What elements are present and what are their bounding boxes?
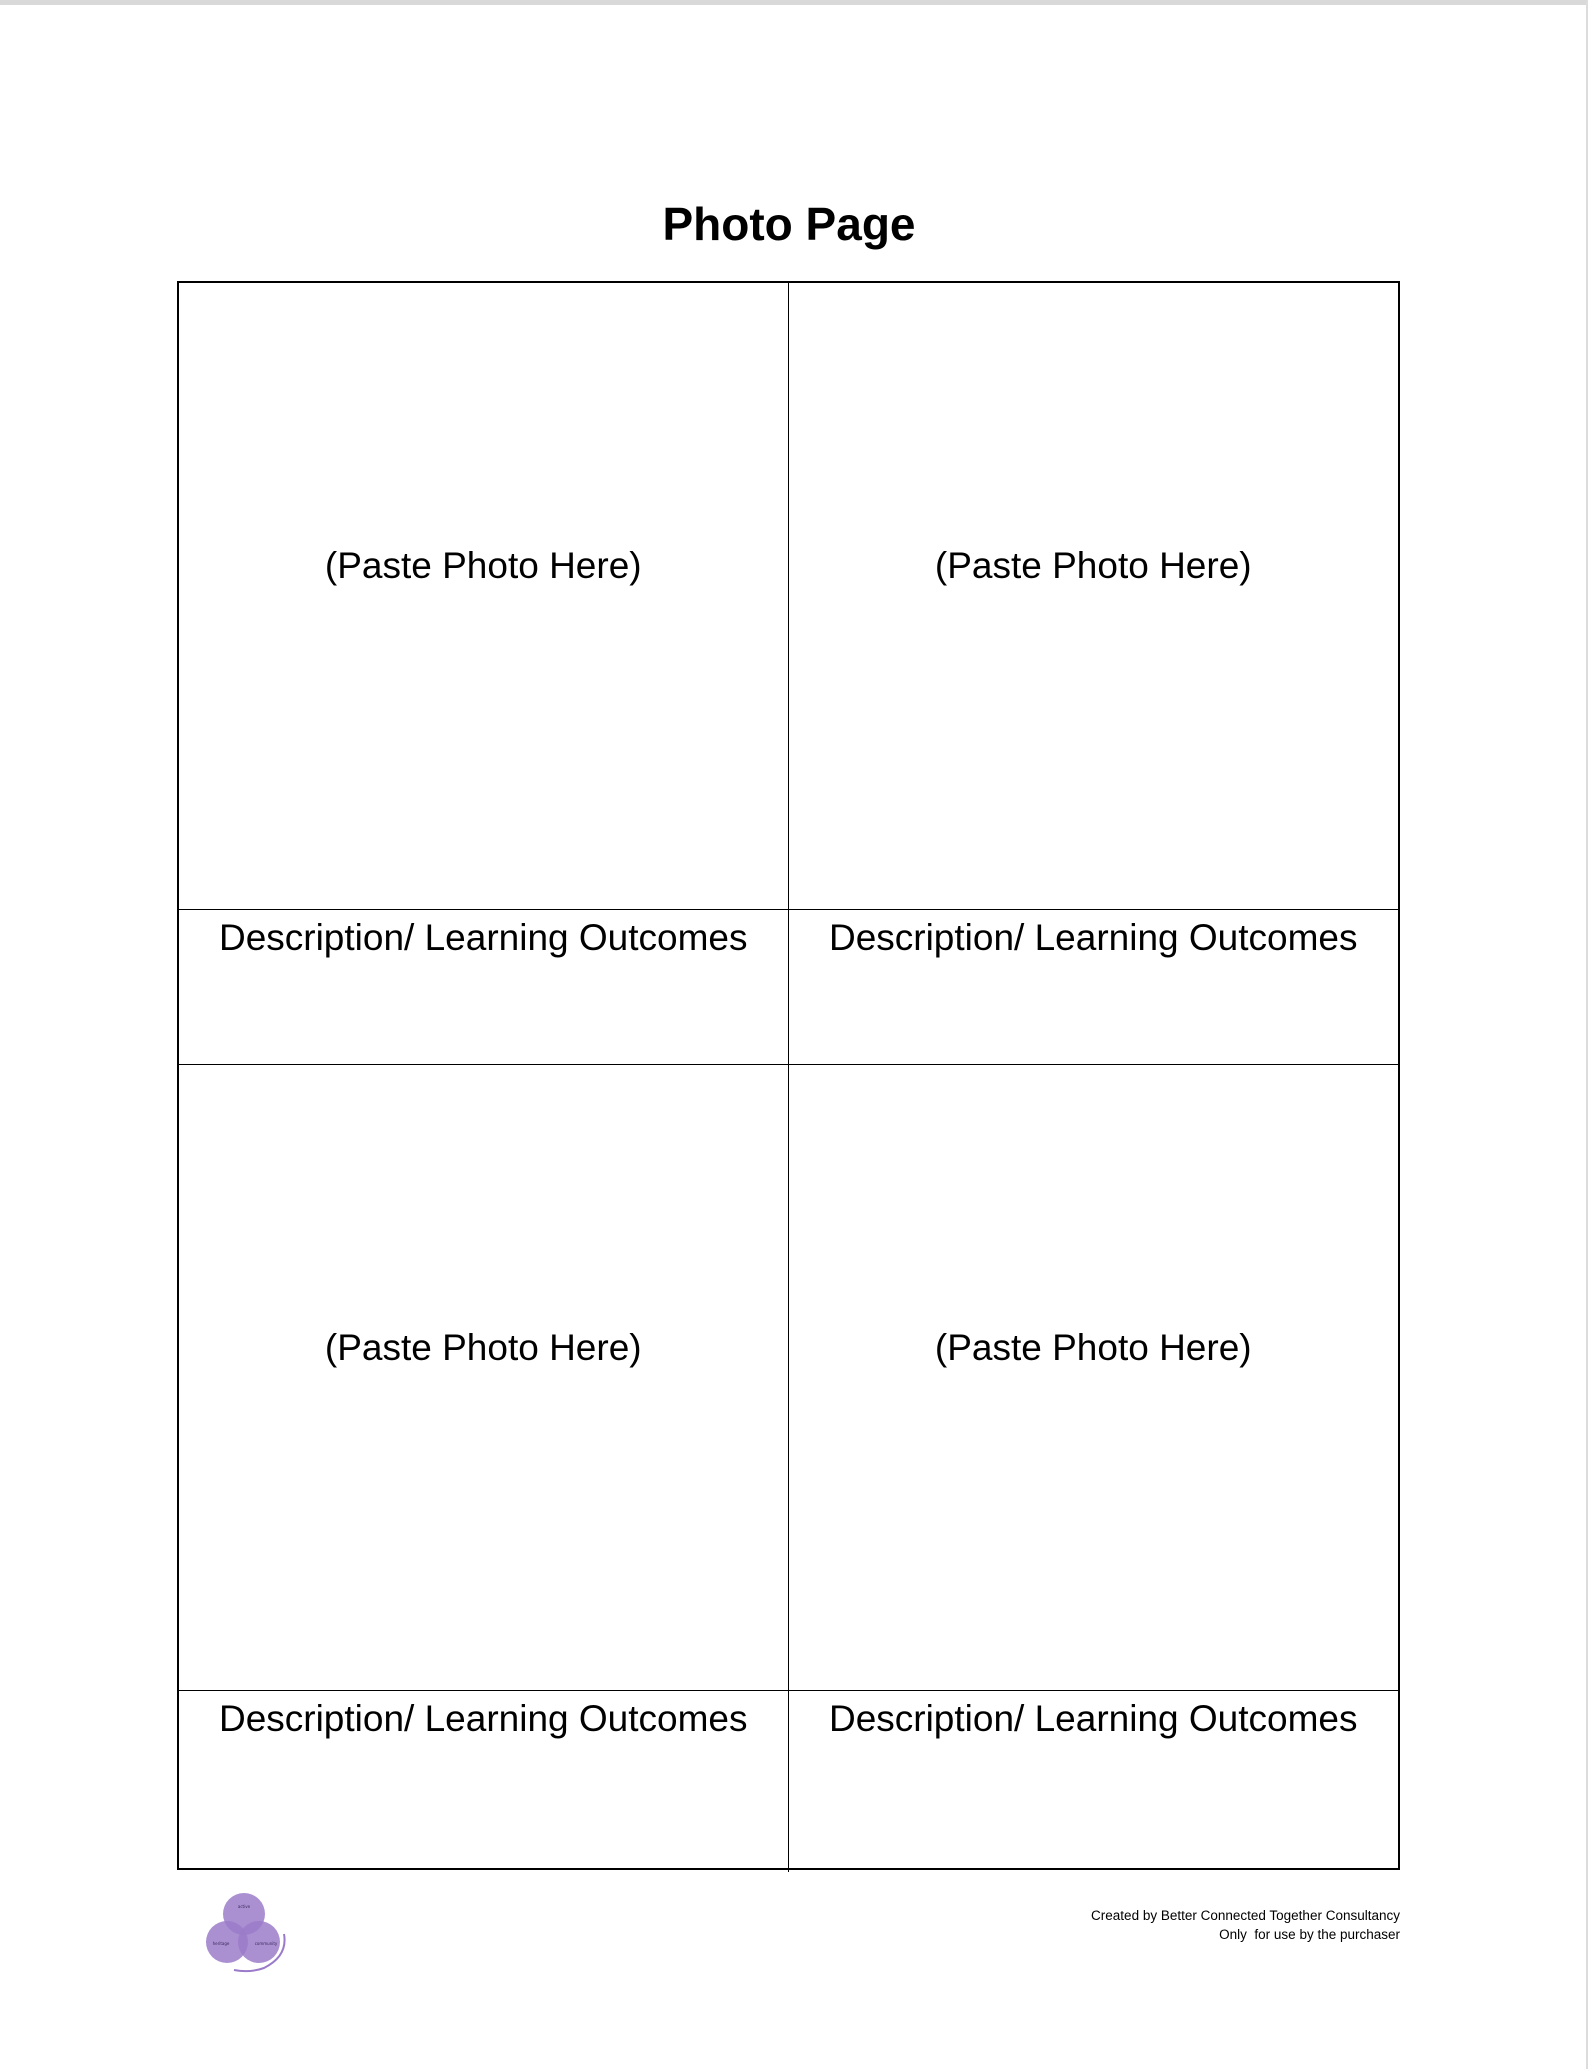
photo-placeholder-label: (Paste Photo Here) (324, 1326, 642, 1368)
description-cell-3[interactable] (179, 1691, 789, 1872)
logo-text-left: heritage (212, 1941, 230, 1946)
photo-placeholder-label: (Paste Photo Here) (324, 545, 642, 586)
footer-line-usage: Only for use by the purchaser (1219, 1927, 1400, 1942)
description-label: Description/ Learning Outcomes (828, 917, 1358, 958)
photo-cell-2[interactable] (789, 283, 1399, 910)
description-cell-1[interactable] (179, 910, 789, 1065)
top-border (0, 0, 1588, 5)
logo-text-right: community (254, 1941, 278, 1946)
description-label: Description/ Learning Outcomes (218, 1698, 748, 1739)
photo-cell-3[interactable] (179, 1065, 789, 1691)
footer-line-created-by: Created by Better Connected Together Consultancy (1091, 1908, 1400, 1923)
three-circles-logo-icon (200, 1890, 292, 1974)
logo-text-top: active (237, 1904, 251, 1909)
description-cell-2[interactable] (789, 910, 1399, 1065)
description-label: Description/ Learning Outcomes (218, 917, 748, 958)
description-cell-4[interactable] (789, 1691, 1399, 1872)
description-label: Description/ Learning Outcomes (828, 1698, 1358, 1739)
photo-cell-1[interactable] (179, 283, 789, 910)
photo-grid (177, 281, 1400, 1870)
photo-placeholder-label: (Paste Photo Here) (934, 545, 1252, 586)
page-title: Photo Page (662, 198, 916, 250)
footer-credits (1091, 1906, 1400, 1944)
photo-placeholder-label: (Paste Photo Here) (934, 1326, 1252, 1368)
photo-cell-4[interactable] (789, 1065, 1399, 1691)
